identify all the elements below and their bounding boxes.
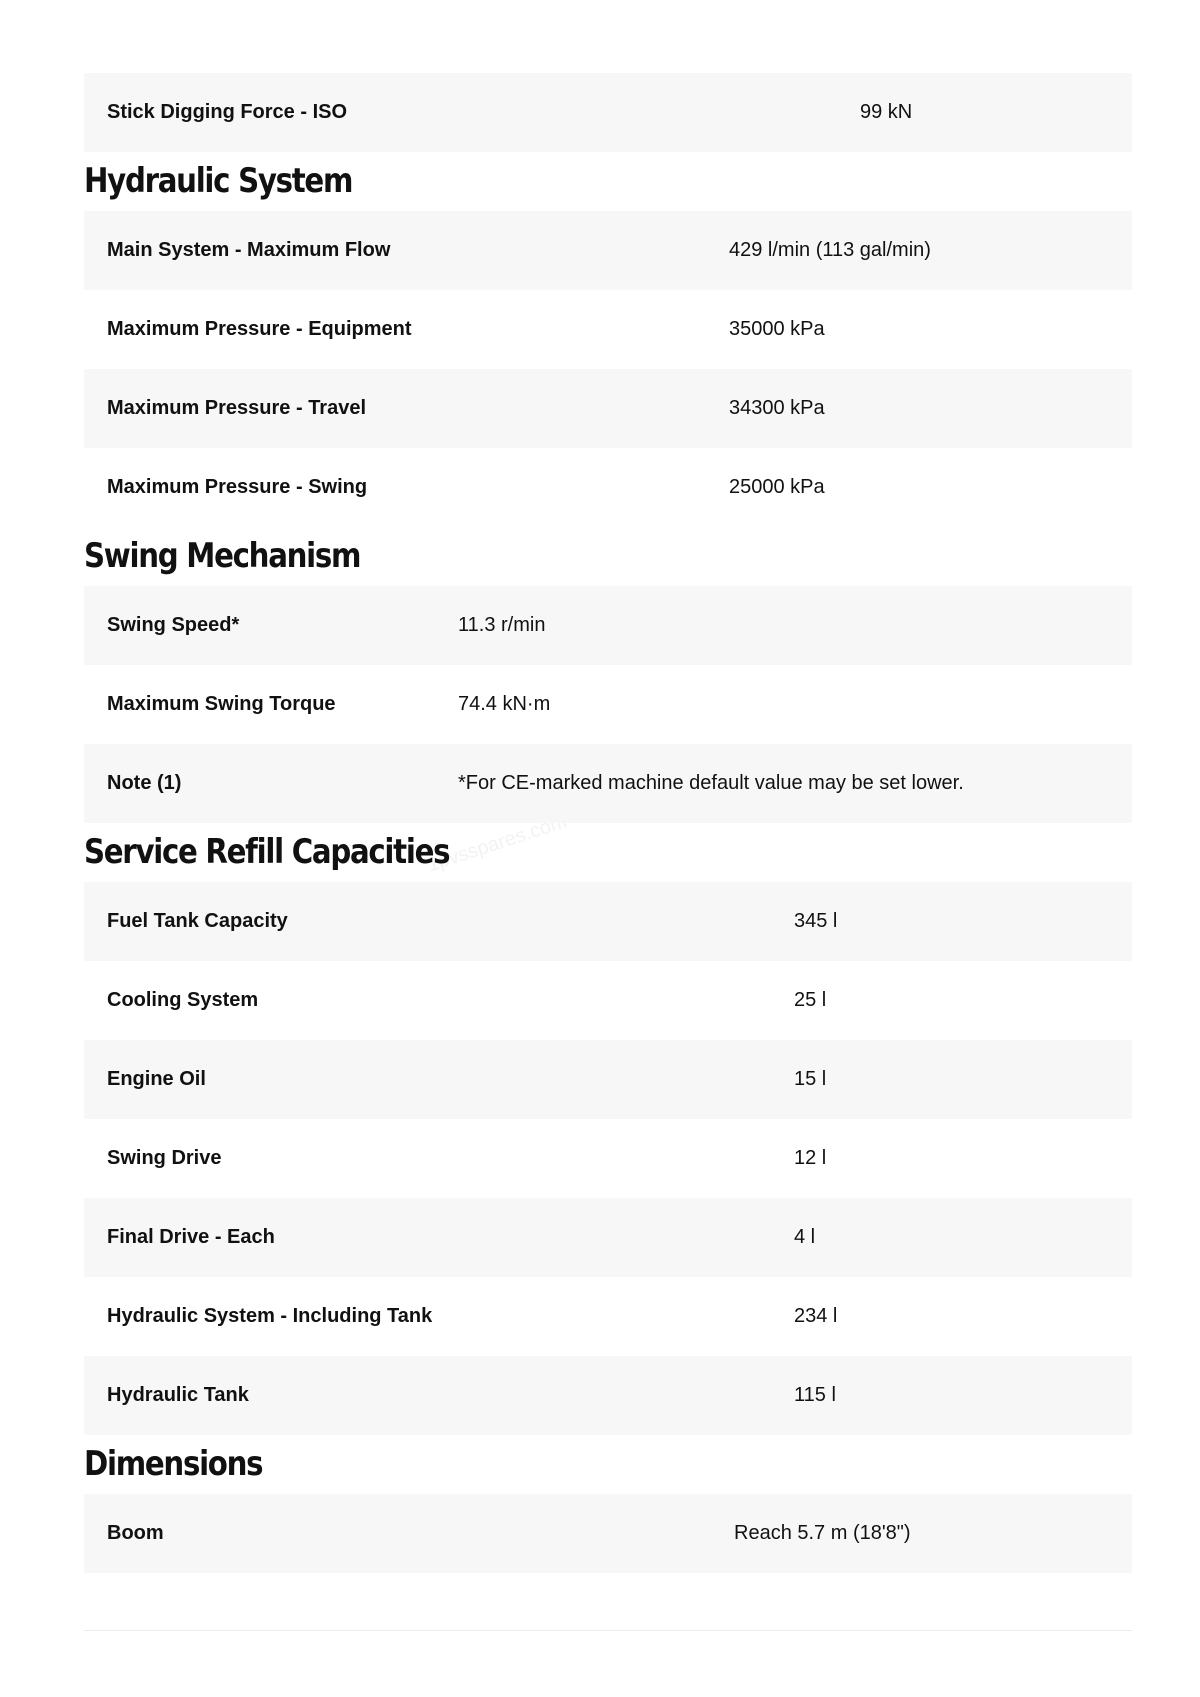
- spec-value: 234 l: [794, 1305, 838, 1327]
- spec-label: Swing Drive: [107, 1147, 222, 1169]
- spec-value: 34300 kPa: [729, 397, 825, 419]
- spec-row: [84, 1277, 1132, 1356]
- spec-label: Boom: [107, 1522, 164, 1544]
- spec-table-service-refill-capacities: [84, 882, 1132, 1435]
- spec-label: Final Drive - Each: [107, 1226, 275, 1248]
- spec-value: 429 l/min (113 gal/min): [729, 239, 931, 261]
- spec-label: Maximum Pressure - Equipment: [107, 318, 412, 340]
- spec-value: 25000 kPa: [729, 476, 825, 498]
- spec-label: Maximum Pressure - Swing: [107, 476, 368, 498]
- spec-table-swing-mechanism: [84, 586, 1132, 823]
- spec-row: [84, 665, 1132, 744]
- spec-label: Maximum Swing Torque: [107, 693, 336, 715]
- spec-value: 74.4 kN·m: [458, 693, 551, 715]
- watermark: 1pvsspares.com: [424, 810, 570, 877]
- spec-row: [84, 369, 1132, 448]
- spec-value: 345 l: [794, 910, 838, 932]
- spec-row: [84, 1198, 1132, 1277]
- spec-label: Main System - Maximum Flow: [107, 239, 391, 261]
- spec-value: Reach 5.7 m (18'8"): [734, 1522, 911, 1544]
- spec-row: [84, 882, 1132, 961]
- spec-row: [84, 586, 1132, 665]
- section-title-service-refill-capacities: Service Refill Capacities: [84, 832, 450, 872]
- spec-row: [84, 448, 1132, 527]
- spec-row: [84, 961, 1132, 1040]
- spec-table-hydraulic-system: [84, 211, 1132, 527]
- spec-label: Hydraulic Tank: [107, 1384, 249, 1406]
- spec-value: 4 l: [794, 1226, 816, 1248]
- spec-row-stick-digging-force: [84, 73, 1132, 152]
- spec-value: 11.3 r/min: [458, 614, 546, 636]
- section-title-dimensions: Dimensions: [84, 1444, 263, 1484]
- spec-table-dimensions: [84, 1494, 1132, 1573]
- spec-value: 35000 kPa: [729, 318, 825, 340]
- spec-row: [84, 211, 1132, 290]
- section-title-hydraulic-system: Hydraulic System: [84, 161, 353, 201]
- spec-value: *For CE-marked machine default value may be set lower.: [458, 772, 964, 794]
- spec-row: [84, 1494, 1132, 1573]
- spec-label: Engine Oil: [107, 1068, 206, 1090]
- section-title-swing-mechanism: Swing Mechanism: [84, 536, 361, 576]
- spec-row: [84, 744, 1132, 823]
- spec-label: Hydraulic System - Including Tank: [107, 1305, 433, 1327]
- spec-value: 115 l: [794, 1384, 836, 1406]
- divider: [84, 1630, 1132, 1631]
- spec-row: [84, 1119, 1132, 1198]
- spec-label: Swing Speed*: [107, 614, 240, 636]
- spec-value: 99 kN: [860, 101, 913, 123]
- spec-label: Fuel Tank Capacity: [107, 910, 288, 932]
- spec-label: Maximum Pressure - Travel: [107, 397, 367, 419]
- spec-row: [84, 1040, 1132, 1119]
- spec-sheet: [84, 73, 1132, 1573]
- spec-label: Cooling System: [107, 989, 259, 1011]
- spec-row: [84, 1356, 1132, 1435]
- spec-value: 15 l: [794, 1068, 827, 1090]
- spec-label: Stick Digging Force - ISO: [107, 101, 348, 123]
- spec-value: 25 l: [794, 989, 827, 1011]
- spec-value: 12 l: [794, 1147, 827, 1169]
- spec-label: Note (1): [107, 772, 182, 794]
- spec-row: [84, 290, 1132, 369]
